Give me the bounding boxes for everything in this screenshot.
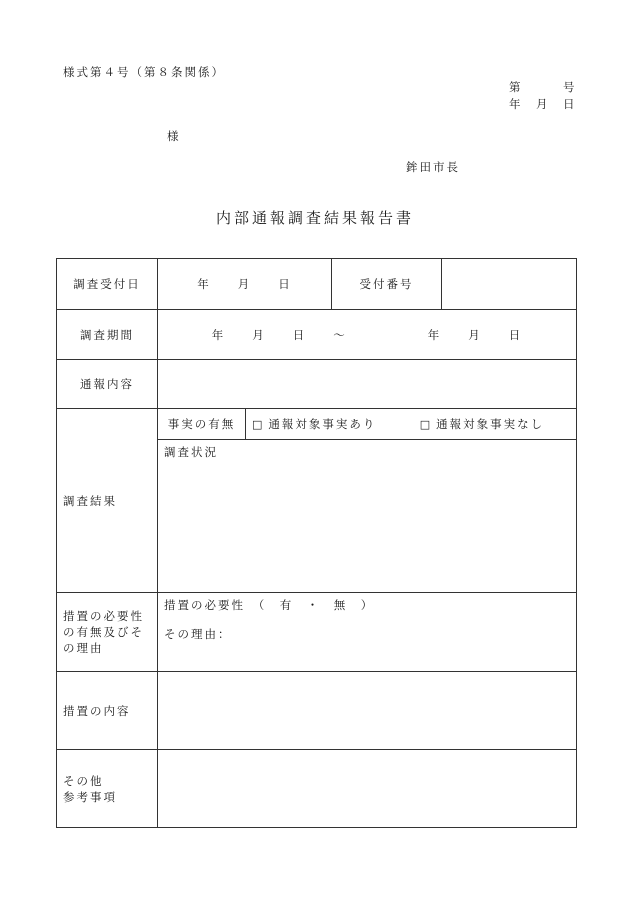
measures-need-text: 措置の必要性 （ 有 ・ 無 ） (164, 598, 375, 612)
report-form-table (56, 258, 577, 828)
option-no[interactable] (420, 417, 544, 431)
report-content-field[interactable] (158, 360, 577, 409)
row-investigation-period (57, 310, 577, 360)
report-content-label: 通報内容 (57, 360, 158, 409)
form-label: 様式第４号（第８条関係） (63, 65, 225, 79)
measures-need-field[interactable] (158, 593, 577, 672)
checkbox-no-icon[interactable]: □ (419, 418, 433, 431)
document-date-line: 年 月 日 (509, 97, 577, 111)
period-label: 調査期間 (57, 310, 158, 360)
issuer-name: 鉾田市長 (406, 160, 460, 174)
option-yes[interactable] (252, 417, 382, 431)
other-notes-field[interactable] (158, 750, 577, 828)
row-fact-existence (57, 409, 577, 440)
document-number-line: 第 号 (509, 80, 577, 94)
result-label: 調査結果 (57, 409, 158, 593)
other-notes-label: その他 参考事項 (57, 750, 158, 828)
fact-options (246, 409, 577, 440)
receipt-date-label: 調査受付日 (57, 259, 158, 310)
row-other-notes (57, 750, 577, 828)
receipt-number-label: 受付番号 (332, 259, 442, 310)
addressee-suffix: 様 (167, 129, 181, 143)
period-field[interactable]: 年 月 日 〜 年 月 日 (158, 310, 577, 360)
status-label: 調査状況 (164, 445, 218, 459)
reason-text: その理由： (164, 627, 232, 641)
receipt-number-field[interactable] (442, 259, 577, 310)
checkbox-yes-icon[interactable]: □ (252, 418, 265, 431)
row-report-content (57, 360, 577, 409)
row-receipt-date (57, 259, 577, 310)
document-title: 内部通報調査結果報告書 (215, 209, 414, 227)
fact-label: 事実の有無 (158, 409, 246, 440)
receipt-date-field[interactable]: 年 月 日 (158, 259, 332, 310)
measures-need-label: 措置の必要性 の有無及びそ の理由 (57, 593, 158, 672)
row-measures-content (57, 672, 577, 750)
option-yes-label: 通報対象事実あり (268, 417, 377, 431)
measures-content-field[interactable] (158, 672, 577, 750)
status-field[interactable] (158, 440, 577, 593)
option-no-label: 通報対象事実なし (436, 417, 545, 431)
row-measures-need (57, 593, 577, 672)
measures-content-label: 措置の内容 (57, 672, 158, 750)
